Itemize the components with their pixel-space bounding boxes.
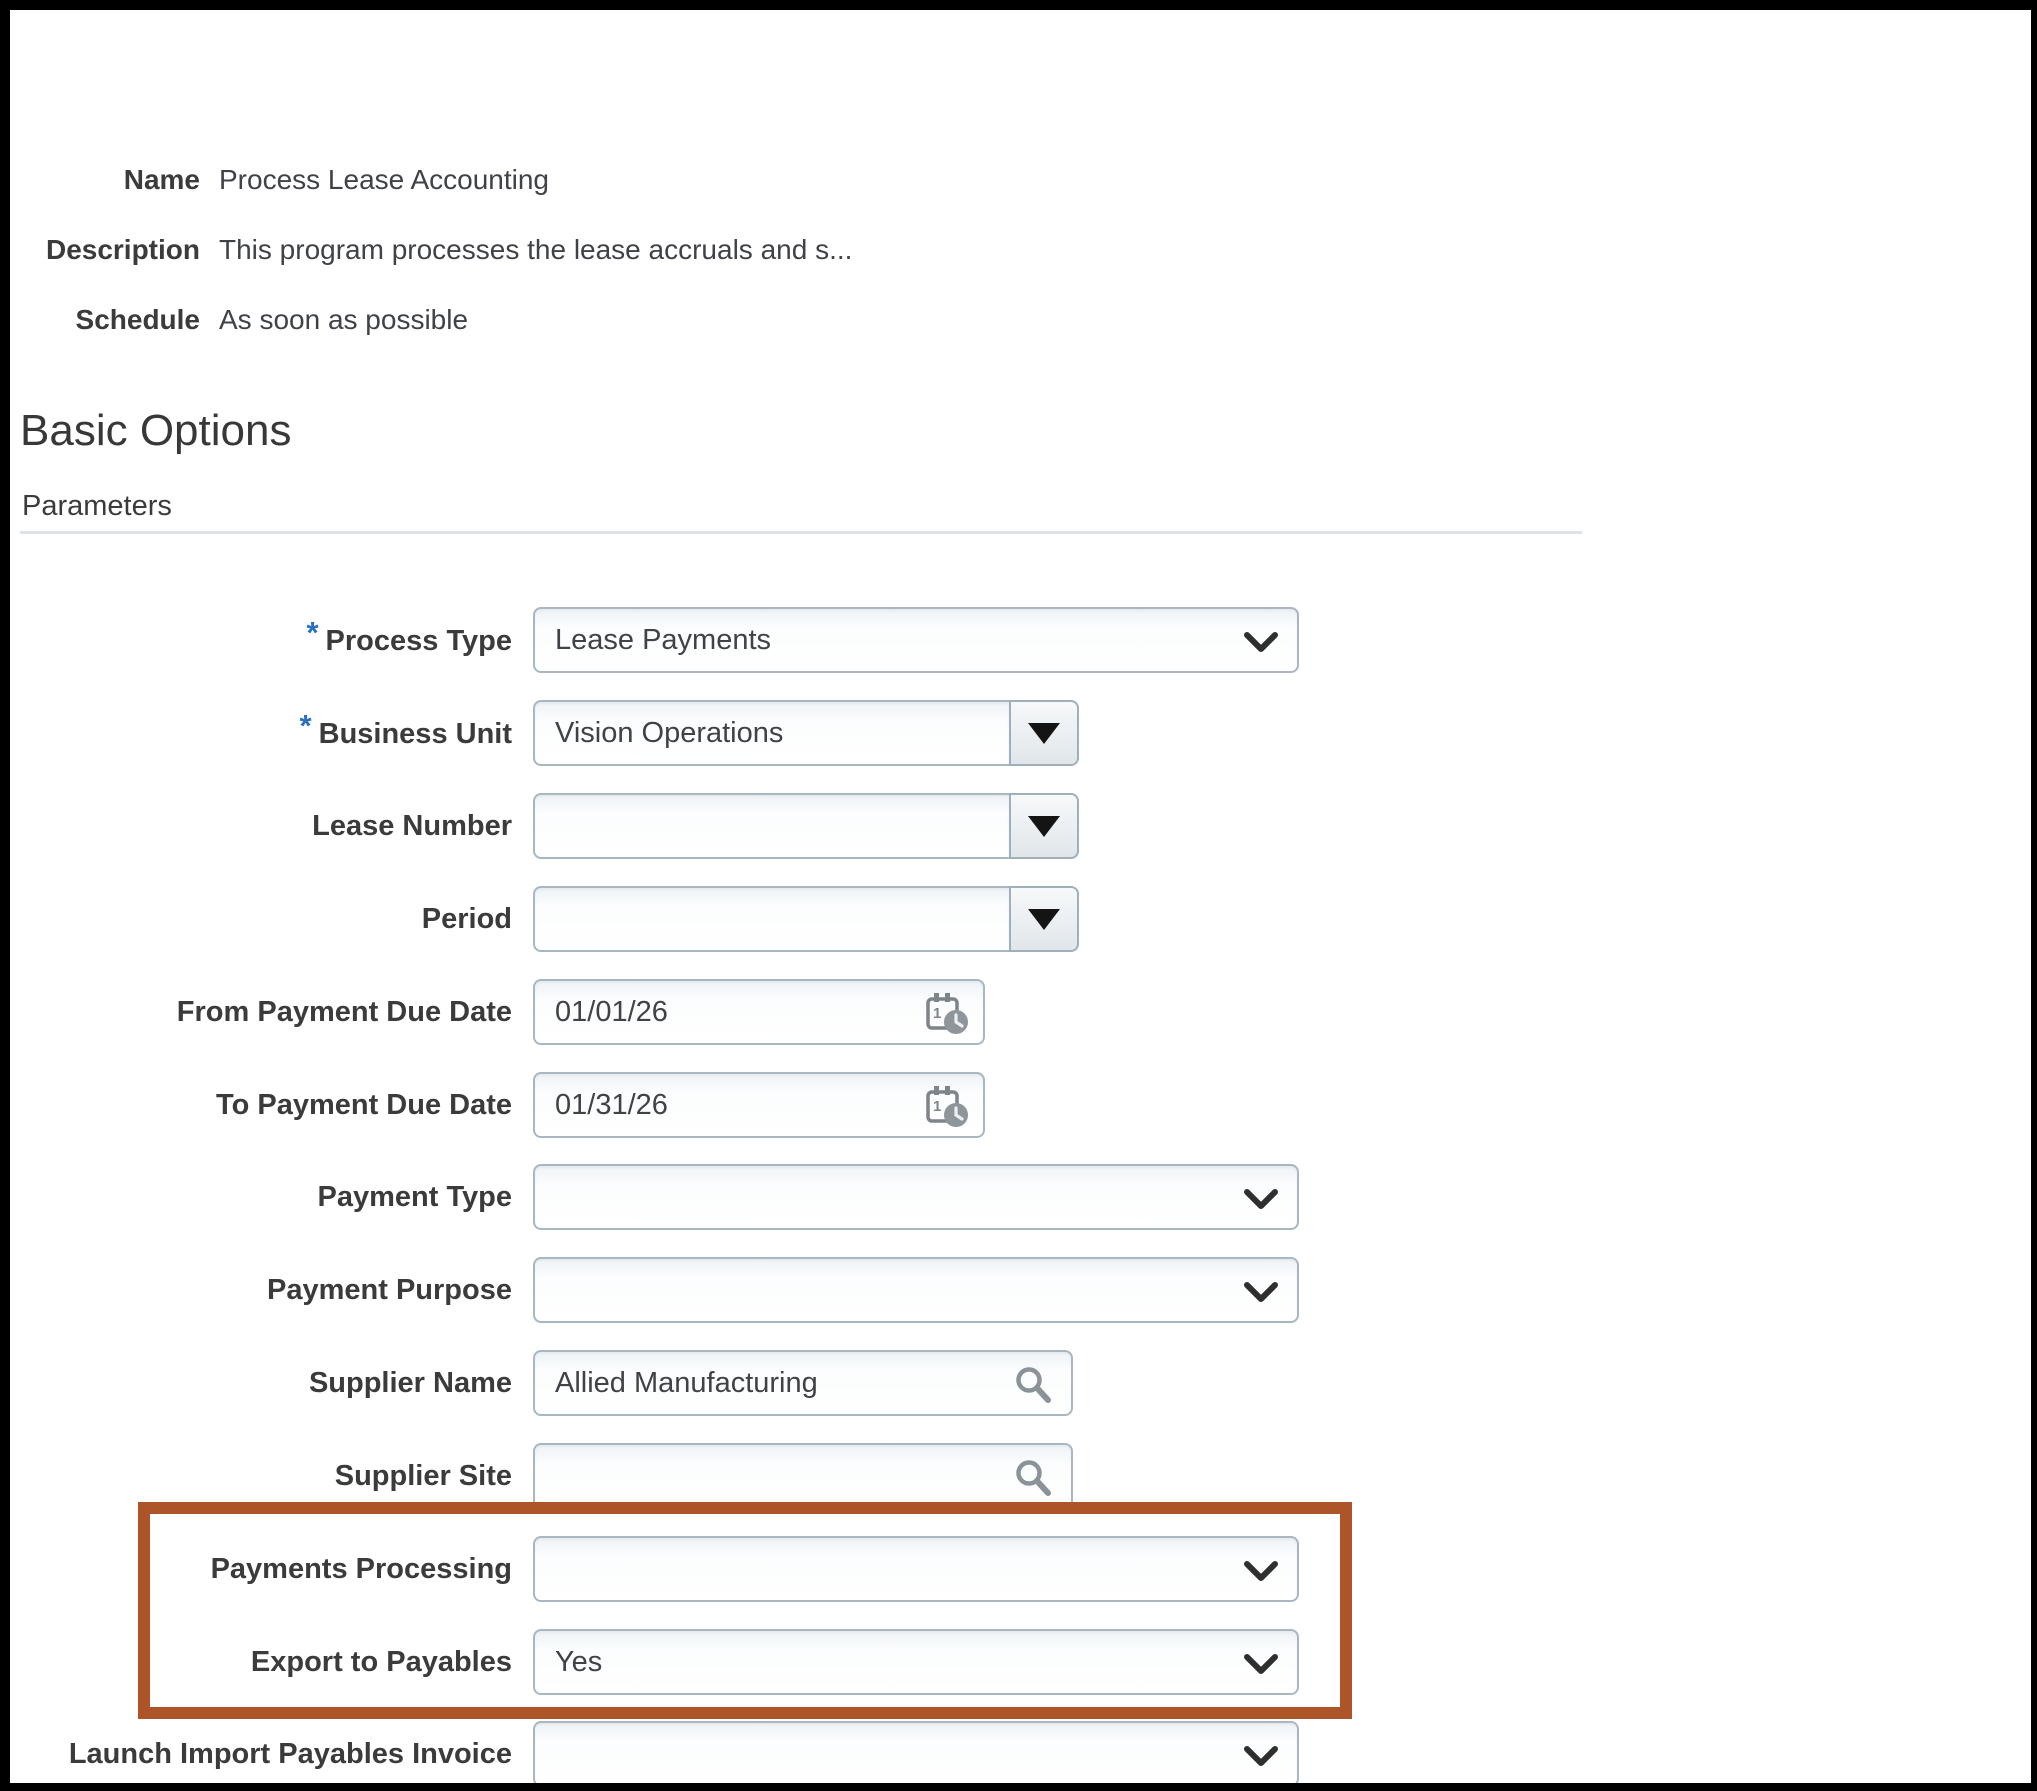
field-label: From Payment Due Date — [176, 995, 512, 1028]
search-icon[interactable] — [1013, 1365, 1055, 1407]
combo-field-business-unit — [533, 700, 1079, 766]
form-row-launch-import-payables-invoice — [10, 1721, 2031, 1787]
select-field-process-type[interactable] — [533, 607, 1299, 673]
dropdown-button[interactable] — [1009, 886, 1079, 952]
field-value: Allied Manufacturing — [555, 1366, 818, 1399]
name-value: Process Lease Accounting — [219, 164, 549, 195]
form-row-process-type — [10, 607, 2031, 673]
field-label: Launch Import Payables Invoice — [68, 1737, 512, 1770]
calendar-clock-icon[interactable] — [924, 991, 970, 1037]
required-asterisk: * — [299, 708, 312, 743]
triangle-down-icon — [1028, 723, 1060, 744]
form-row-lease-number — [10, 793, 2031, 859]
form-row-period — [10, 886, 2031, 952]
name-label: Name — [123, 164, 200, 195]
schedule-row — [10, 298, 468, 342]
dropdown-button[interactable] — [1009, 793, 1079, 859]
form-row-from-payment-due-date — [10, 979, 2031, 1045]
select-field-launch-import-payables-invoice[interactable] — [533, 1721, 1299, 1787]
field-value: 01/01/26 — [555, 995, 668, 1028]
combo-input[interactable] — [533, 886, 1009, 952]
chevron-down-icon — [1243, 1745, 1279, 1769]
description-row — [10, 228, 852, 272]
annotation-highlight-box — [138, 1502, 1352, 1719]
dropdown-button[interactable] — [1009, 700, 1079, 766]
combo-field-lease-number — [533, 793, 1079, 859]
select-field-payment-type[interactable] — [533, 1164, 1299, 1230]
triangle-down-icon — [1028, 816, 1060, 837]
field-label: Supplier Site — [334, 1459, 512, 1492]
search-icon[interactable] — [1013, 1458, 1055, 1500]
form-row-supplier-name — [10, 1350, 2031, 1416]
calendar-clock-icon[interactable] — [924, 1084, 970, 1130]
form-row-supplier-site — [10, 1443, 2031, 1509]
combo-input[interactable] — [533, 793, 1009, 859]
field-value: 01/31/26 — [555, 1088, 668, 1121]
schedule-label: Schedule — [75, 304, 200, 335]
field-label: To Payment Due Date — [216, 1088, 512, 1121]
chevron-down-icon — [1243, 631, 1279, 655]
date-field-to-payment-due-date[interactable] — [533, 1072, 985, 1138]
form-row-to-payment-due-date — [10, 1072, 2031, 1138]
field-label: Supplier Name — [308, 1366, 512, 1399]
description-label: Description — [45, 234, 200, 265]
section-divider — [20, 531, 1582, 534]
field-label: Export to Payables — [250, 1645, 512, 1678]
section-subtitle: Parameters — [22, 490, 172, 522]
name-row — [10, 158, 549, 202]
chevron-down-icon — [1243, 1188, 1279, 1212]
form-row-business-unit — [10, 700, 2031, 766]
search-field-supplier-name[interactable] — [533, 1350, 1073, 1416]
date-field-from-payment-due-date[interactable] — [533, 979, 985, 1045]
form-row-payment-purpose — [10, 1257, 2031, 1323]
section-title: Basic Options — [20, 406, 292, 455]
field-value: Lease Payments — [555, 623, 772, 656]
svg-text:1: 1 — [933, 1005, 942, 1022]
field-label: Payments Processing — [210, 1552, 512, 1585]
field-label: Period — [421, 902, 512, 935]
field-value: Vision Operations — [555, 716, 784, 749]
svg-text:1: 1 — [933, 1098, 942, 1115]
chevron-down-icon — [1243, 1281, 1279, 1305]
required-asterisk: * — [306, 615, 319, 650]
combo-field-period — [533, 886, 1079, 952]
field-label: Business Unit — [318, 718, 512, 750]
field-label: Payment Purpose — [267, 1273, 512, 1306]
triangle-down-icon — [1028, 909, 1060, 930]
schedule-value: As soon as possible — [219, 304, 469, 335]
field-label: Process Type — [325, 625, 512, 657]
select-field-payment-purpose[interactable] — [533, 1257, 1299, 1323]
search-field-supplier-site[interactable] — [533, 1443, 1073, 1509]
combo-input[interactable] — [533, 700, 1009, 766]
form-row-payment-type — [10, 1164, 2031, 1230]
field-value: Yes — [555, 1645, 603, 1678]
description-value: This program processes the lease accruals and s... — [219, 234, 853, 265]
field-label: Payment Type — [317, 1180, 512, 1213]
field-label: Lease Number — [312, 809, 512, 842]
